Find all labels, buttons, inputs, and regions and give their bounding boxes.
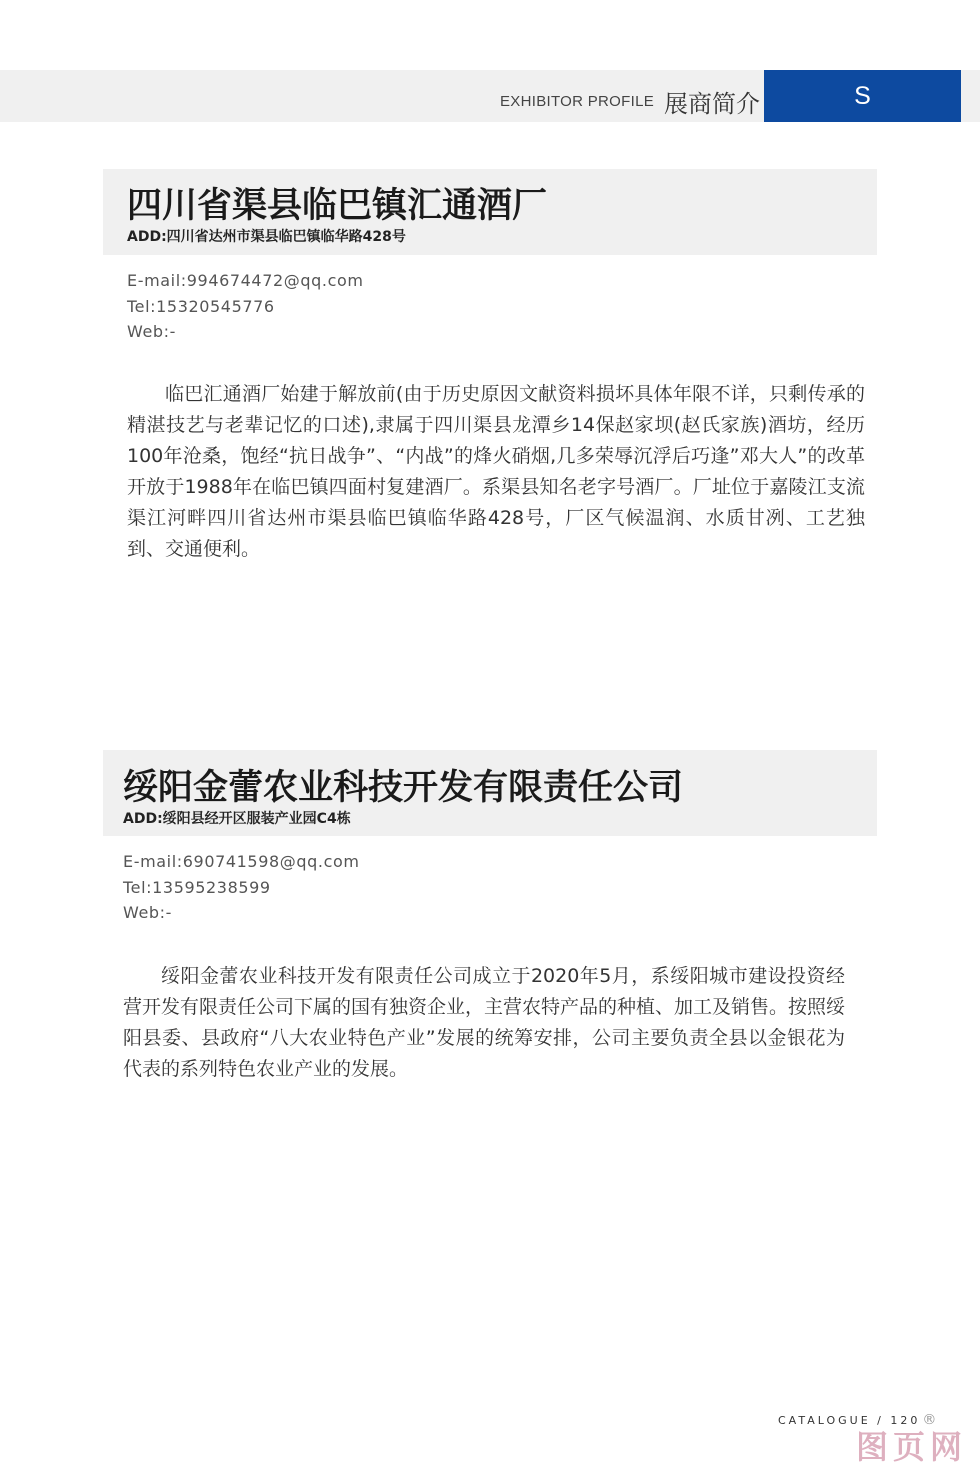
company-address: ADD:四川省达州市渠县临巴镇临华路428号: [127, 229, 406, 245]
company-description: 绥阳金蕾农业科技开发有限责任公司成立于2020年5月，系绥阳城市建设投资经营开发有限责任公司下属的国有独资企业，主营农特产品的种植、加工及销售。按照绥阳县委、县政府“八大农业特色产业”发展的统筹安排，公司主要负责全县以金银花为代表的系列特色农业产业的发展。: [123, 965, 846, 1080]
company-email: E-mail:994674472@qq.com: [127, 271, 364, 290]
section-letter-tab: S: [764, 70, 961, 122]
section-title-cn: 展商简介: [664, 90, 760, 118]
company-address: ADD:绥阳县经开区服装产业园C4栋: [123, 811, 351, 827]
company-name: 四川省渠县临巴镇汇通酒厂: [127, 186, 548, 226]
company-email: E-mail:690741598@qq.com: [123, 852, 360, 871]
company-tel: Tel:15320545776: [127, 297, 275, 316]
section-title-en: EXHIBITOR PROFILE: [500, 93, 655, 110]
registered-mark: ®: [922, 1412, 937, 1428]
watermark: 图页网: [856, 1428, 968, 1466]
company-tel: Tel:13595238599: [123, 878, 271, 897]
company-name: 绥阳金蕾农业科技开发有限责任公司: [123, 768, 684, 808]
company-web: Web:-: [123, 903, 173, 922]
company-description: 临巴汇通酒厂始建于解放前(由于历史原因文献资料损坏具体年限不详，只剩传承的精湛技艺与老辈记忆的口述),隶属于四川渠县龙潭乡14保赵家坝(赵氏家族)酒坊，经历100年沧桑，饱经“抗日战争”、“内战”的烽火硝烟,几多荣辱沉浮后巧逢”邓大人”的改革开放于1988年在临巴镇四面村复建酒厂。系渠县知名老字号酒厂。厂址位于嘉陵江支流渠江河畔四川省达州市渠县临巴镇临华路428号，厂区气候温润、水质甘冽、工艺独到、交通便利。: [127, 383, 865, 560]
catalogue-page-number: CATALOGUE / 120: [778, 1414, 921, 1427]
company-web: Web:-: [127, 322, 177, 341]
